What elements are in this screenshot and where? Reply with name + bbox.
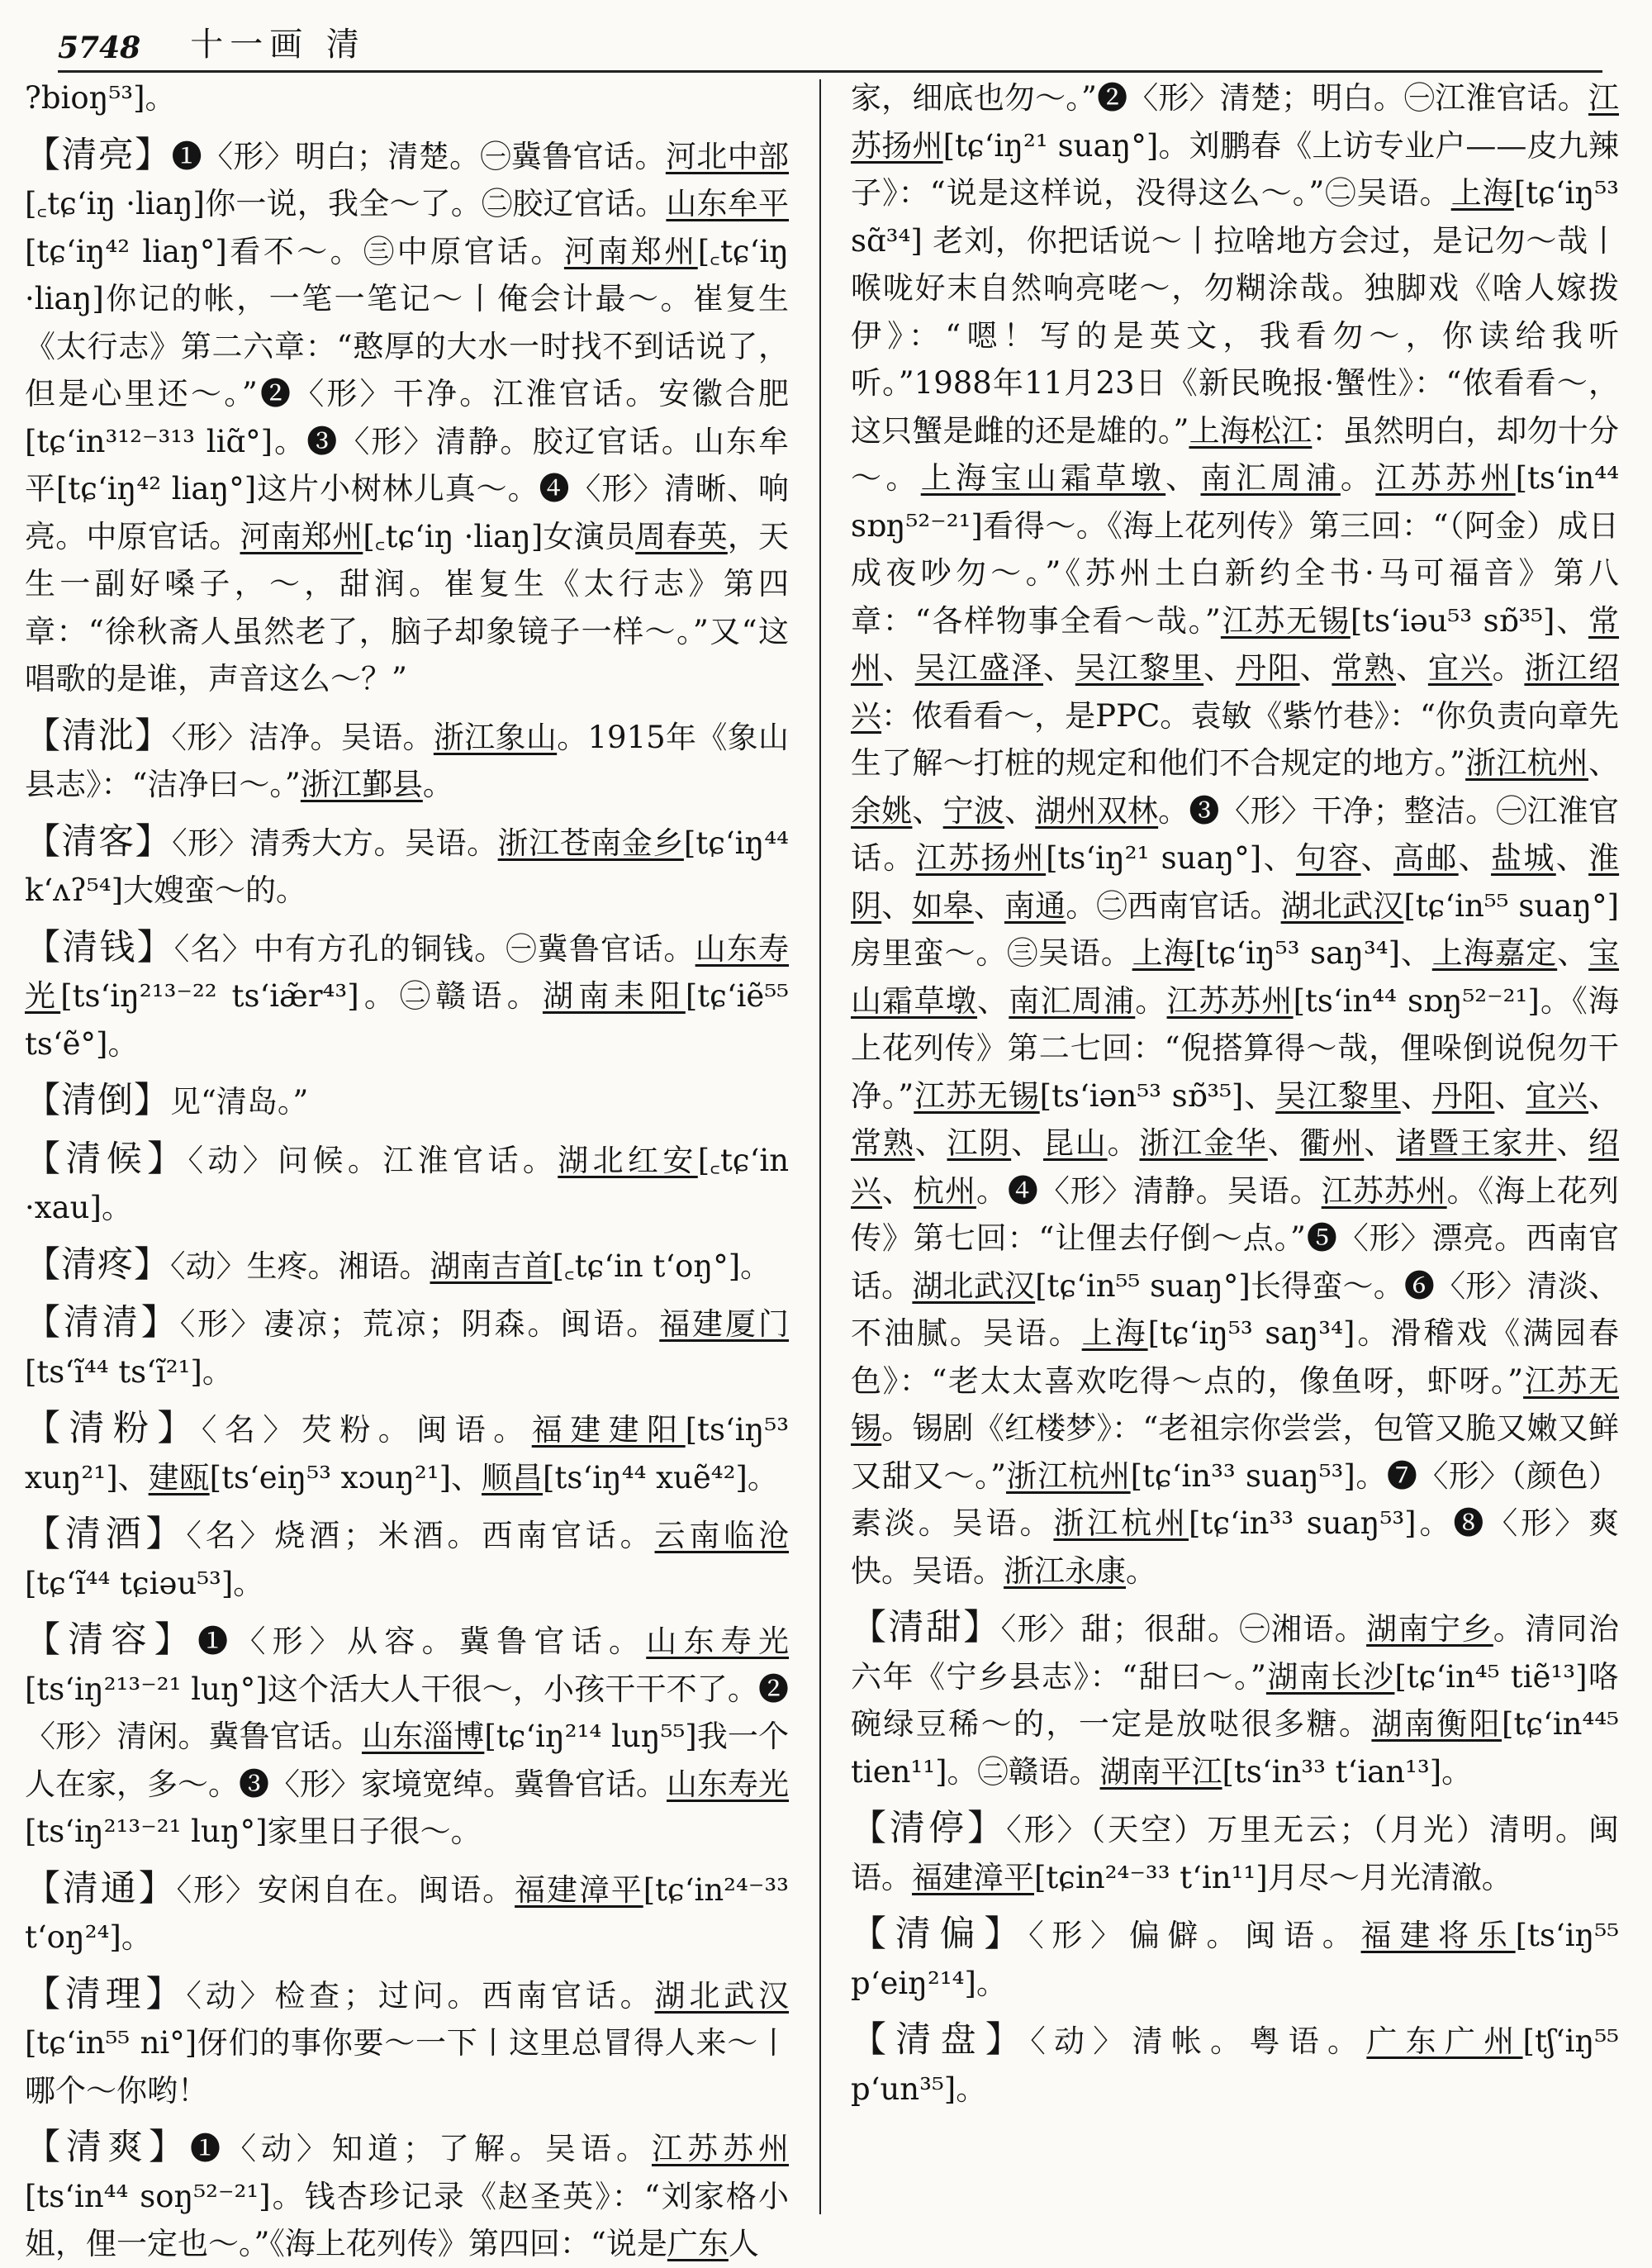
place-name: 湖南宁乡 xyxy=(1366,1611,1493,1647)
entry-headword: 【清盘】 xyxy=(851,2019,1031,2061)
entry-text: [tsʻĩ⁴⁴ tsʻĩ²¹]。 xyxy=(25,1353,233,1390)
place-name: 山东寿光 xyxy=(667,1766,789,1802)
place-name: 湖北红安 xyxy=(558,1142,698,1178)
place-name: 上海松江 xyxy=(1189,412,1313,449)
dictionary-entry xyxy=(25,713,789,809)
place-name: 浙江绍兴 xyxy=(851,650,1620,734)
place-name: 绍兴 xyxy=(851,1125,1620,1209)
entry-text: 、 xyxy=(1494,1077,1526,1114)
entry-text: 、 xyxy=(1299,650,1332,686)
entry-text: 〈形〉（天空）万里无云；（月光）清明。闽语。 xyxy=(851,1812,1620,1895)
dictionary-entry xyxy=(25,132,789,703)
entry-text: [꜀tɕʻin ·xau]。 xyxy=(25,1142,790,1225)
entry-text: [tsʻeiŋ⁵³ xɔuŋ²¹]、 xyxy=(209,1459,482,1495)
entry-headword: 【清疼】 xyxy=(25,1243,170,1286)
dictionary-entry xyxy=(25,1617,789,1856)
entry-text: [tɕʻiẽ⁵⁵ tsʻẽ°]。 xyxy=(25,978,789,1062)
place-name: 湖南长沙 xyxy=(1265,1658,1395,1695)
entry-text: ❶〈形〉明白；清楚。㊀冀鲁官话。 xyxy=(171,138,666,174)
entry-headword: 【清容】 xyxy=(25,1619,198,1661)
place-name: 江苏苏州 xyxy=(1166,982,1294,1019)
place-name: 诸暨王家井 xyxy=(1396,1125,1557,1161)
entry-text: 、 xyxy=(1557,935,1589,971)
place-name: 南汇周浦 xyxy=(1009,982,1136,1019)
entry-text: 〈形〉凄凉；荒凉；阴森。闽语。 xyxy=(179,1306,660,1342)
entry-text: 、 xyxy=(1400,1077,1432,1114)
entry-text: 、 xyxy=(1267,1125,1300,1161)
place-name: 常熟 xyxy=(1332,650,1397,686)
entry-text: [tʃʻiŋ⁵⁵ pʻun³⁵]。 xyxy=(851,2023,1619,2107)
place-name: 江阴 xyxy=(947,1125,1012,1161)
entry-text: 、 xyxy=(881,887,913,924)
entry-text: [tsʻiŋ⁵⁵ pʻeiŋ²¹⁴]。 xyxy=(851,1918,1620,2001)
entry-text: [tsʻin⁴⁴ soŋ⁵²⁻²¹]。钱杏珍记录《赵圣英》：“刘家格小姐，俚一定也～。”《海上花列传》第四回：“说是 xyxy=(25,2178,789,2261)
dictionary-entry xyxy=(25,1300,789,1396)
entry-text: 、 xyxy=(1588,1077,1620,1114)
dictionary-entry xyxy=(25,1971,789,2115)
place-name: 江苏苏州 xyxy=(1321,1172,1447,1209)
entry-text: ：侬看看～，是PPC。袁敏《紫竹巷》：“你负责向章先生了解～打桩的规定和他们不合规定的地方。” xyxy=(851,697,1620,781)
dictionary-entry xyxy=(25,1405,789,1501)
place-name: 淮阴 xyxy=(851,840,1620,924)
place-name: 福建厦门 xyxy=(659,1306,790,1342)
place-name: 常熟 xyxy=(851,1125,915,1161)
place-name: 南汇周浦 xyxy=(1200,460,1341,496)
entry-headword: 【清粉】 xyxy=(25,1408,202,1449)
entry-text: 〈形〉洁净。吴语。 xyxy=(171,719,434,755)
place-name: 上海 xyxy=(1450,175,1514,211)
entry-headword: 【清钱】 xyxy=(25,926,174,968)
entry-text: [꜀tɕʻiŋ ·liaŋ]女演员 xyxy=(363,518,636,554)
entry-text: 〈动〉问候。江淮官话。 xyxy=(188,1142,558,1178)
place-name: 盐城 xyxy=(1491,840,1556,876)
place-name: 湖南平江 xyxy=(1099,1753,1222,1790)
place-name: 如皋 xyxy=(912,887,974,924)
entry-headword: 【清理】 xyxy=(25,1973,187,2015)
left-column xyxy=(25,74,790,2261)
place-name: 福建将乐 xyxy=(1360,1918,1516,1953)
place-name: 南通 xyxy=(1004,887,1066,924)
place-name: 江苏无锡 xyxy=(914,1077,1040,1114)
entry-headword: 【清清】 xyxy=(25,1302,180,1343)
place-name: 上海嘉定 xyxy=(1431,935,1558,971)
entry-text: [tɕʻiŋ⁵³ saŋ³⁴]。滑稽戏《满园春色》：“老太太喜欢吃得～点的，像鱼呀，虾呀。” xyxy=(851,1315,1620,1399)
entry-text: [tsʻin⁴⁴ sɒŋ⁵²⁻²¹]看得～。《海上花列传》第三回：“（阿金）成日成夜吵勿～。”《苏州土白新约全书·马可福音》第八章：“各样物事全看～哉。” xyxy=(851,460,1620,639)
entry-headword: 【清酒】 xyxy=(25,1514,187,1555)
place-name: 福建漳平 xyxy=(515,1871,643,1908)
place-name: 宁波 xyxy=(942,792,1005,829)
entry-text: 〈形〉甜；很甜。㊀湘语。 xyxy=(1000,1611,1367,1647)
dictionary-entry xyxy=(25,1136,789,1232)
place-name: 顺昌 xyxy=(482,1459,544,1495)
dictionary-entry xyxy=(851,1805,1619,1901)
entry-text: [tɕʻin⁵⁵ suaŋ°]房里蛮～。㊂吴语。 xyxy=(851,887,1620,971)
place-name: 湖南吉首 xyxy=(430,1248,553,1284)
entry-text: 、 xyxy=(1042,650,1075,686)
entry-text: 、 xyxy=(1588,745,1619,781)
entry-text: 、 xyxy=(977,982,1009,1019)
entry-text: 、 xyxy=(1004,792,1036,829)
place-name: 河北中部 xyxy=(665,138,790,174)
place-name: 浙江金华 xyxy=(1139,1125,1268,1161)
entry-headword: 【清沘】 xyxy=(25,715,172,757)
place-name: 宝山霜草墩 xyxy=(851,935,1620,1019)
entry-text: 。㊁西南官话。 xyxy=(1066,887,1281,924)
page-number: 5748 xyxy=(58,31,141,65)
place-name: 江苏苏州 xyxy=(1375,460,1516,496)
entry-text: [tsʻiəu⁵³ sɒ̃³⁵]、 xyxy=(1350,602,1589,639)
entry-text: [tsʻiŋ⁴⁴ xuẽ⁴²]。 xyxy=(543,1459,778,1495)
place-name: 浙江苍南金乡 xyxy=(497,825,684,861)
place-name: 高邮 xyxy=(1393,840,1459,876)
entry-text: ，天生一副好嗓子，～，甜润。崔复生《太行志》第四章：“徐秋斋人虽然老了，脑子却象镜子一样～。”又“这唱歌的是谁，声音这么～？” xyxy=(25,518,790,697)
entry-text: [꜀tɕʻin tʻoŋ°]。 xyxy=(552,1248,771,1284)
entry-text: [꜀tɕʻiŋ ·liaŋ]你一说，我全～了。㊁胶辽官话。 xyxy=(25,186,667,221)
place-name: 湖州双林 xyxy=(1035,792,1159,829)
entry-continuation xyxy=(851,74,1619,1595)
place-name: 上海 xyxy=(1132,935,1195,971)
entry-text: 。 xyxy=(1492,650,1525,686)
place-name: 山东寿光 xyxy=(646,1624,790,1659)
place-name: 江苏苏州 xyxy=(652,2131,789,2166)
entry-text: [tsʻin³³ tʻian¹³]。 xyxy=(1222,1753,1473,1790)
entry-text: [tsʻiən⁵³ sɒ̃³⁵]、 xyxy=(1039,1077,1276,1114)
dictionary-entry xyxy=(851,2017,1619,2113)
entry-text: 、 xyxy=(1555,840,1589,876)
column-divider xyxy=(819,79,821,2214)
entry-text: [tsʻiŋ²¹³⁻²¹ luŋ°]这个活大人干很～，小孩干干不了。❷〈形〉清闲。冀鲁官话。 xyxy=(25,1671,789,1754)
entry-headword: 【清甜】 xyxy=(851,1607,1001,1648)
entry-text: 、 xyxy=(1458,840,1492,876)
entry-text: ❶〈形〉从容。冀鲁官话。 xyxy=(197,1624,647,1659)
entry-text: 、 xyxy=(912,792,943,829)
entry-text: [tɕin²⁴⁻³³ tʻin¹¹]月尽～月光清澈。 xyxy=(1034,1859,1512,1895)
place-name: 江苏无锡 xyxy=(851,1362,1620,1446)
place-name: 丹阳 xyxy=(1431,1077,1495,1114)
entry-headword: 【清爽】 xyxy=(25,2127,190,2168)
dictionary-entry xyxy=(25,925,789,1068)
entry-headword: 【清偏】 xyxy=(851,1914,1029,1955)
place-name: 周春英 xyxy=(635,518,728,554)
place-name: 山东牟平 xyxy=(666,186,790,221)
entry-text: [tɕʻiŋ²¹⁴ luŋ⁵⁵]我一个人在家，多～。❸〈形〉家境宽绰。冀鲁官话。 xyxy=(25,1719,790,1802)
entry-text: 、 xyxy=(973,887,1004,924)
place-name: 浙江鄞县 xyxy=(300,767,423,802)
place-name: 吴江盛泽 xyxy=(914,650,1043,686)
entry-headword: 【清通】 xyxy=(25,1867,177,1909)
place-name: 浙江杭州 xyxy=(1006,1457,1131,1494)
entry-text: 。❹〈形〉清静。吴语。 xyxy=(976,1172,1322,1209)
place-name: 昆山 xyxy=(1042,1125,1108,1161)
place-name: 广东 xyxy=(667,2226,729,2261)
entry-text: [꜀tɕʻiŋ ·liaŋ]你记的帐，一笔一笔记～丨俺会计最～。崔复生《太行志》第二六章：“憨厚的大水一时找不到话说了，但是心里还～。”❷〈形〉干净。江淮官话。安徽合肥[tɕʻin³¹²⁻³¹³ liɑ̃°]。❸〈形〉清静。胶辽官话。山东牟平[tɕʻiŋ⁴² liaŋ°]这片小树林儿真～。❹〈形〉清晰、响亮。中原官话。 xyxy=(25,233,789,554)
place-name: 丹阳 xyxy=(1235,650,1300,686)
place-name: 上海 xyxy=(1081,1315,1148,1351)
dictionary-entry xyxy=(25,1077,789,1126)
entry-text: 、 xyxy=(1556,1125,1589,1161)
place-name: 山东寿光 xyxy=(25,930,790,1014)
entry-text: 〈形〉安闲自在。闽语。 xyxy=(176,1871,515,1908)
entry-text: [tɕʻiŋ⁵³ saŋ³⁴]、 xyxy=(1194,935,1432,971)
entry-text: 、 xyxy=(1360,840,1393,876)
entry-text: 、 xyxy=(1011,1125,1043,1161)
dictionary-entry xyxy=(851,1911,1619,2007)
place-name: 云南临沧 xyxy=(654,1518,790,1553)
entry-text: [tɕʻin⁴⁵ tiẽ¹³]咯碗绿豆稀～的，一定是放哒很多糖。 xyxy=(851,1658,1620,1742)
place-name: 衢州 xyxy=(1299,1125,1365,1161)
entry-text: [tɕʻin³³ suaŋ⁵³]。❽〈形〉爽快。吴语。 xyxy=(851,1505,1620,1589)
entry-text: ：虽然明白，却勿十分～。 xyxy=(851,412,1620,496)
page-header xyxy=(58,15,1602,73)
entry-text: 、 xyxy=(1396,650,1428,686)
entry-text: [tsʻin⁴⁴ sɒŋ⁵²⁻²¹]。《海上花列传》第二七回：“倪搭算得～哉，俚哚倒说倪勿干净。” xyxy=(851,982,1620,1114)
entry-text: 。清同治六年《宁乡县志》：“甜曰～。” xyxy=(851,1611,1620,1695)
entry-text: 〈名〉中有方孔的铜钱。㊀冀鲁官话。 xyxy=(173,930,695,967)
section-title: 十一画 清 xyxy=(190,26,366,64)
place-name: 福建建阳 xyxy=(531,1412,686,1448)
entry-text: [tsʻiŋ⁵³ xuŋ²¹]、 xyxy=(25,1412,790,1495)
place-name: 江苏扬州 xyxy=(851,80,1619,164)
entry-text: 。 xyxy=(422,767,453,802)
entry-text: 。锡剧《红楼梦》：“老祖宗你尝尝，包管又脆又嫩又鲜又甜又～。” xyxy=(851,1410,1619,1494)
entry-headword: 【清候】 xyxy=(25,1138,188,1180)
place-name: 湖北武汉 xyxy=(912,1267,1036,1304)
place-name: 浙江杭州 xyxy=(1053,1505,1189,1541)
entry-text: 。 xyxy=(1126,1552,1156,1589)
dictionary-entry xyxy=(25,1511,789,1607)
place-name: 常州 xyxy=(851,602,1620,686)
entry-text: 家，细底也勿～。”❷〈形〉清楚；明白。㊀江淮官话。 xyxy=(851,80,1588,116)
dictionary-entry xyxy=(25,1242,789,1291)
dictionary-entry xyxy=(25,1866,789,1961)
place-name: 吴江黎里 xyxy=(1075,650,1204,686)
entry-text: 〈动〉检查；过问。西南官话。 xyxy=(186,1977,655,2014)
entry-text: [tɕʻiŋ⁴² liaŋ°]看不～。㊂中原官话。 xyxy=(25,233,564,269)
place-name: 河南郑州 xyxy=(563,233,698,269)
place-name: 宜兴 xyxy=(1427,650,1493,686)
entry-headword: 【清停】 xyxy=(851,1808,1007,1849)
entry-text: ❶〈动〉知道；了解。吴语。 xyxy=(190,2131,652,2166)
entry-text: 。 xyxy=(1107,1125,1140,1161)
entry-text: 〈形〉偏僻。闽语。 xyxy=(1028,1918,1361,1953)
entry-text: 。❸〈形〉干净；整洁。㊀江淮官话。 xyxy=(851,792,1620,876)
entry-text: 、 xyxy=(882,650,915,686)
entry-text: 、 xyxy=(881,1172,914,1209)
entry-continuation xyxy=(25,74,789,122)
entry-text: 人 xyxy=(728,2226,759,2261)
entry-text: [tɕʻiŋ²¹ suaŋ°]。刘鹏春《上访专业户——皮九辣子》：“说是这样说，没得这么～。”㊁吴语。 xyxy=(851,127,1619,211)
place-name: 吴江黎里 xyxy=(1275,1077,1401,1114)
right-column xyxy=(851,74,1619,2214)
entry-text: [tɕʻin²⁴⁻³³ tʻoŋ²⁴]。 xyxy=(25,1871,790,1955)
entry-text: 〈动〉清帐。粤语。 xyxy=(1030,2023,1367,2059)
dictionary-entry xyxy=(25,2124,789,2268)
entry-text: 、 xyxy=(914,1125,947,1161)
place-name: 湖北武汉 xyxy=(654,1977,790,2014)
place-name: 上海宝山霜草墩 xyxy=(920,460,1166,496)
place-name: 浙江永康 xyxy=(1004,1552,1126,1589)
entry-headword: 【清客】 xyxy=(25,820,173,863)
entry-text: 见“清岛。” xyxy=(170,1084,309,1120)
entry-text: 。《海上花列传》第七回：“让俚去仔倒～点。”❺〈形〉漂亮。西南官话。 xyxy=(851,1172,1620,1304)
entry-text: [tɕʻiŋ⁴⁴ kʻʌʔ⁵⁴]大嫂蛮～的。 xyxy=(25,825,790,908)
place-name: 句容 xyxy=(1295,840,1361,876)
entry-text: 。 xyxy=(1340,460,1376,496)
entry-text: [tsʻiŋ²¹³⁻²¹ luŋ°]家里日子很～。 xyxy=(25,1814,482,1849)
place-name: 浙江象山 xyxy=(433,719,558,755)
entry-text: ?bioŋ⁵³]。 xyxy=(25,80,176,116)
entry-text: [tɕʻin⁵⁵ suaŋ°]长得蛮～。❻〈形〉清淡、不油腻。吴语。 xyxy=(851,1267,1619,1351)
entry-text: [tɕʻiŋ⁵³ sɑ̃³⁴] 老刘，你把话说～丨拉啥地方会过，是记勿～哉丨喉咙好末自然响亮咾～，勿糊涂哉。独脚戏《啥人嫁拨伊》：“嗯！写的是英文，我看勿～，你读给我听听。”1988年11月23日《新民晚报·蟹性》：“侬看看～，这只蟹是雌的还是雄的。” xyxy=(851,175,1619,449)
dictionary-entry xyxy=(25,819,789,915)
entry-text: 〈名〉芡粉。闽语。 xyxy=(201,1412,532,1448)
place-name: 江苏扬州 xyxy=(915,840,1047,876)
place-name: 河南郑州 xyxy=(240,518,363,554)
place-name: 山东淄博 xyxy=(361,1719,485,1754)
place-name: 广东广州 xyxy=(1366,2023,1523,2059)
entry-text: 。1915年《象山县志》：“洁净曰～。” xyxy=(25,719,790,802)
place-name: 建瓯 xyxy=(148,1459,210,1495)
entry-text: [tsʻiŋ²¹³⁻²² tsʻiæ̃r⁴³]。㊁赣语。 xyxy=(60,978,543,1014)
entry-text: 〈形〉清秀大方。吴语。 xyxy=(172,825,498,861)
place-name: 福建漳平 xyxy=(912,1859,1034,1895)
place-name: 湖南耒阳 xyxy=(542,978,686,1014)
entry-headword: 【清亮】 xyxy=(25,134,172,176)
place-name: 湖北武汉 xyxy=(1280,887,1404,924)
place-name: 湖南衡阳 xyxy=(1371,1706,1502,1742)
entry-text: 。 xyxy=(1135,982,1167,1019)
place-name: 江苏无锡 xyxy=(1220,602,1351,639)
entry-text: 〈动〉生疼。湘语。 xyxy=(170,1248,430,1284)
entry-headword: 【清倒】 xyxy=(25,1080,170,1121)
place-name: 杭州 xyxy=(913,1172,976,1209)
dictionary-entry xyxy=(851,1605,1619,1795)
entry-text: [tɕʻin⁵⁵ ni°]伢们的事你要～一下丨这里总冒得人来～丨哪个～你哟！ xyxy=(25,2025,789,2109)
place-name: 余姚 xyxy=(851,792,913,829)
entry-text: 、 xyxy=(1203,650,1236,686)
place-name: 宜兴 xyxy=(1526,1077,1589,1114)
entry-text: 、 xyxy=(1165,460,1201,496)
entry-text: 、 xyxy=(1364,1125,1397,1161)
entry-text: [tɕʻĩ⁴⁴ tɕiəu⁵³]。 xyxy=(25,1565,264,1601)
entry-text: [tɕʻin³³ suaŋ⁵³]。❼〈形〉（颜色）素淡。吴语。 xyxy=(851,1457,1620,1541)
entry-text: [tsʻiŋ²¹ suaŋ°]、 xyxy=(1046,840,1296,876)
entry-text: 〈名〉烧酒；米酒。西南官话。 xyxy=(186,1518,655,1553)
entry-text: [tɕʻin⁴⁴⁵ tien¹¹]。㊁赣语。 xyxy=(851,1706,1619,1790)
place-name: 浙江杭州 xyxy=(1465,745,1588,781)
